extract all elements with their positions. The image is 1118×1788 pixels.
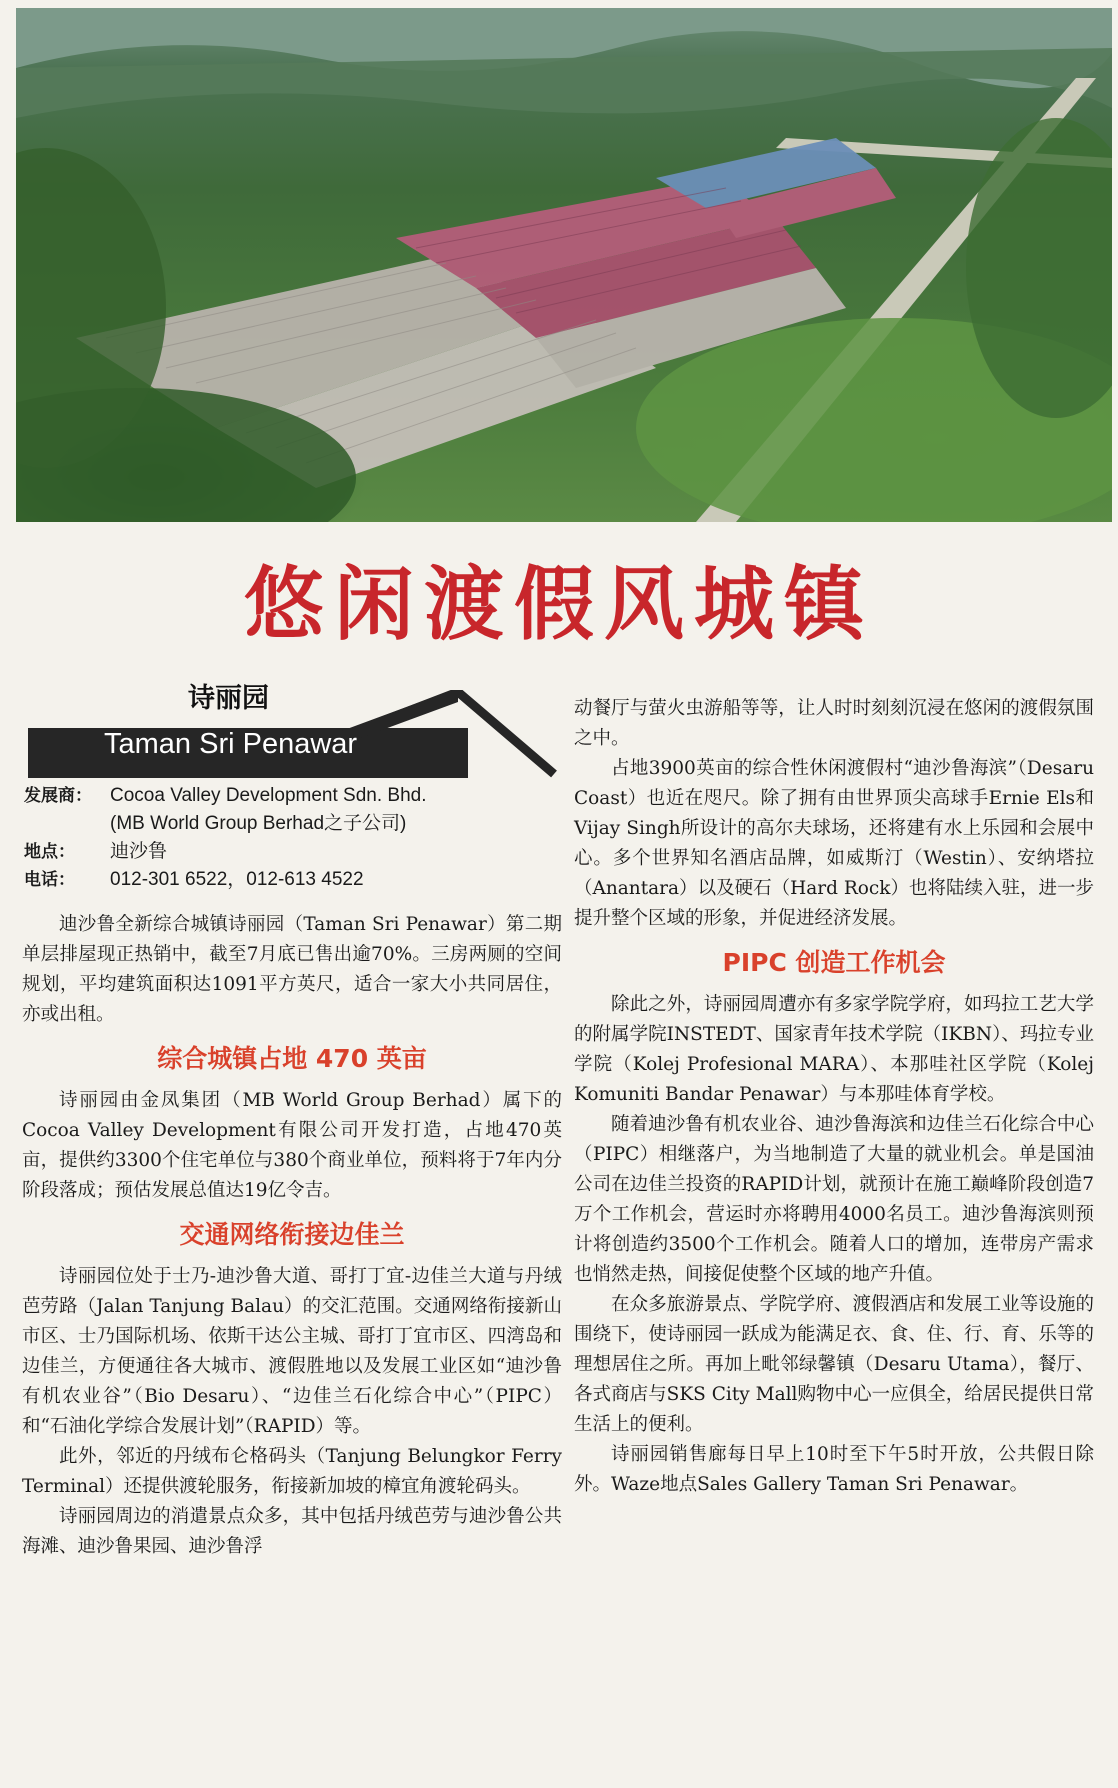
paragraph: 此外，邻近的丹绒布仑格码头（Tanjung Belungkor Ferry Terminal）还提供渡轮服务，衔接新加坡的樟宜角渡轮码头。 [22,1446,562,1497]
subheading: PIPC 创造工作机会 [722,948,946,977]
article-right-column [574,694,1094,1500]
paragraph: 诗丽园位处于士乃-迪沙鲁大道、哥打丁宜-边佳兰大道与丹绒芭劳路（Jalan Tanjung Balau）的交汇范围。交通网络衔接新山市区、士乃国际机场、依斯干达公主城、哥打丁宜市区、四湾岛和边佳兰，方便通往各大城市、渡假胜地以及发展工业区如“迪沙鲁有机农业谷”（Bio Desaru）、“边佳兰石化综合中心”（PIPC）和“石油化学综合发展计划”（RAPID）等。 [22,1266,562,1437]
paragraph: 随着迪沙鲁有机农业谷、迪沙鲁海滨和边佳兰石化综合中心（PIPC）相继落户，为当地制造了大量的就业机会。单是国油公司在边佳兰投资的RAPID计划，就预计在施工巅峰阶段创造7万个工作机会，营运时亦将聘用4000名员工。迪沙鲁海滨则预计将创造约3500个工作机会。随着人口的增加，连带房产需求也悄然走热，间接促使整个区域的地产升值。 [574,1114,1094,1285]
main-headline: 悠闲渡假风城镇 [244,558,874,651]
developer-name: Cocoa Valley Development Sdn. Bhd. [110,785,427,806]
township-illustration [16,8,1112,522]
paragraph: 诗丽园周边的消遣景点众多，其中包括丹绒芭劳与迪沙鲁公共海滩、迪沙鲁果园、迪沙鲁浮 [22,1506,562,1557]
property-name-cn: 诗丽园 [188,683,269,714]
property-info [24,782,564,894]
phone-value: 012-301 6522，012-613 4522 [110,869,364,890]
location-value: 迪沙鲁 [110,841,168,862]
article-left-column [22,910,562,1562]
developer-label: 发展商： [24,786,92,806]
paragraph: 诗丽园销售廊每日早上10时至下午5时开放，公共假日除外。Waze地点Sales Gallery Taman Sri Penawar。 [574,1444,1094,1495]
location-label: 地点： [24,842,75,862]
paragraph: 在众多旅游景点、学院学府、渡假酒店和发展工业等设施的围绕下，使诗丽园一跃成为能满足衣、食、住、行、育、乐等的理想居住之所。再加上毗邻绿馨镇（Desaru Utama），餐厅、各式商店与SKS City Mall购物中心一应俱全，给居民提供日常生活上的便利。 [574,1294,1094,1435]
developer-parent: (MB World Group Berhad之子公司) [110,813,407,834]
paragraph: 除此之外，诗丽园周遭亦有多家学院学府，如玛拉工艺大学的附属学院INSTEDT、国家青年技术学院（IKBN）、玛拉专业学院（Kolej Profesional MARA）、本那哇社区学院（Kolej Komuniti Bandar Penawar）与本那哇体育学校。 [574,994,1094,1105]
paragraph: 占地3900英亩的综合性休闲渡假村“迪沙鲁海滨”（Desaru Coast）也近在咫尺。除了拥有由世界顶尖高球手Ernie Els和Vijay Singh所设计的高尔夫球场，还将建有水上乐园和会展中心。多个世界知名酒店品牌，如威斯汀（Westin）、安纳塔拉（Anantara）以及硬石（Hard Rock）也将陆续入驻，进一步提升整个区域的形象，并促进经济发展。 [574,758,1094,929]
paragraph: 迪沙鲁全新综合城镇诗丽园（Taman Sri Penawar）第二期单层排屋现正热销中，截至7月底已售出逾70%。三房两厕的空间规划，平均建筑面积达1091平方英尺，适合一家大小共同居住，亦或出租。 [22,914,562,1025]
property-name-en: Taman Sri Penawar [104,728,358,760]
subheading: 交通网络衔接边佳兰 [179,1220,405,1249]
paragraph-continued: 动餐厅与萤火虫游船等等，让人时时刻刻沉浸在悠闲的渡假氛围之中。 [574,698,1094,749]
subheading: 综合城镇占地 470 英亩 [157,1044,427,1073]
paragraph: 诗丽园由金凤集团（MB World Group Berhad）属下的Cocoa Valley Development有限公司开发打造，占地470英亩，提供约3300个住宅单位与380个商业单位，预料将于7年内分阶段落成；预估发展总值达19亿令吉。 [22,1090,562,1201]
aerial-township-image [16,8,1112,522]
phone-label: 电话： [24,870,75,890]
